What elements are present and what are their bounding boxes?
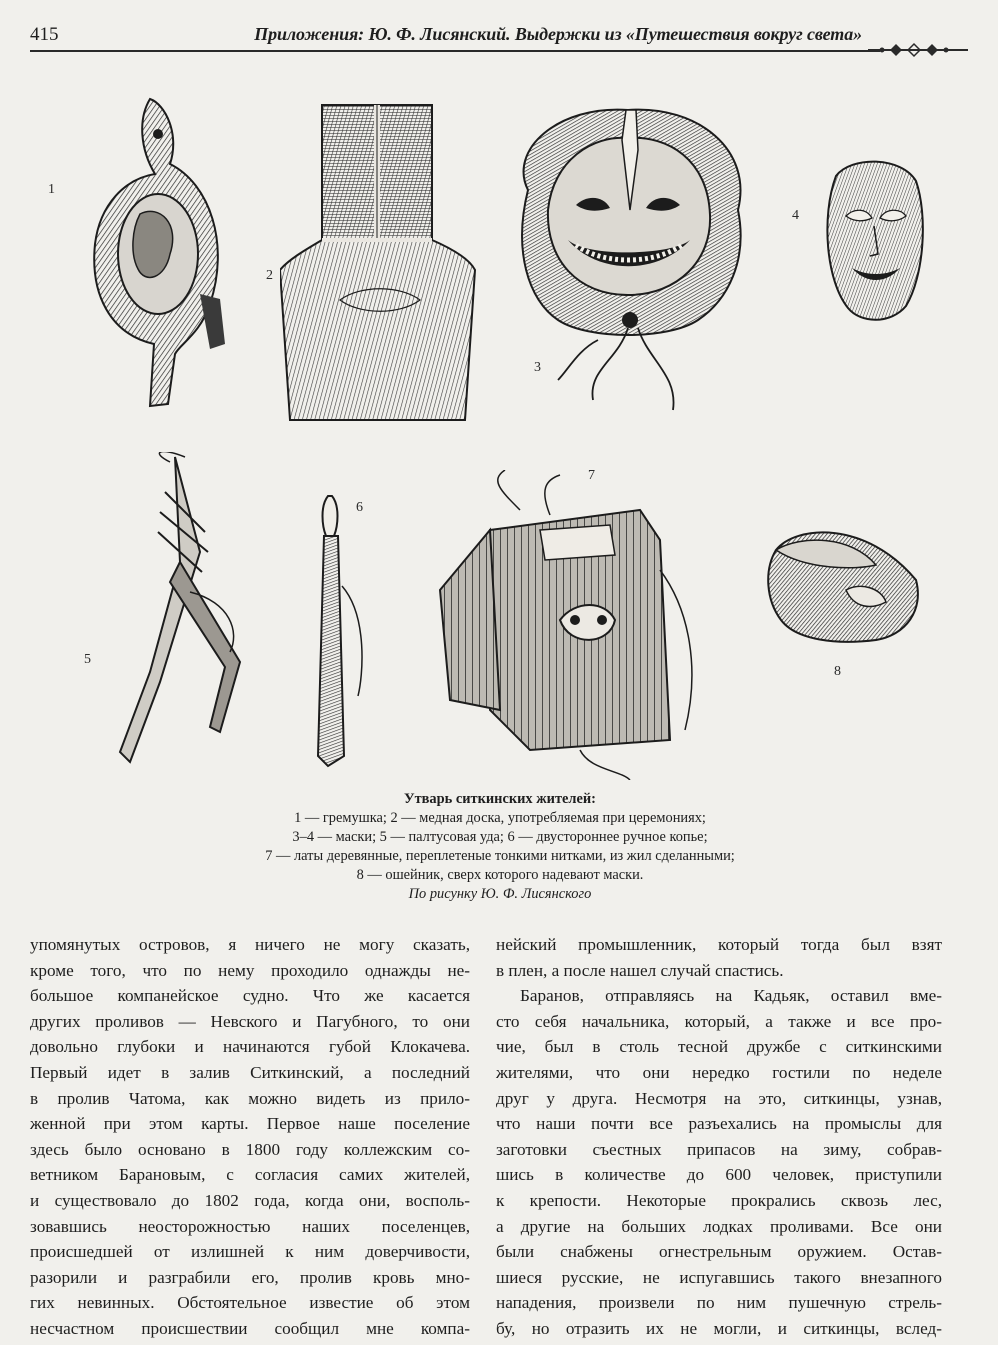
figure-number-7: 7 [588, 468, 595, 483]
copper-plate-drawing-icon [280, 100, 480, 430]
figure-spear [288, 486, 398, 776]
figure-armor [430, 470, 720, 780]
text-line: ветником Барановым, с согласия самих жителей, [30, 1165, 470, 1185]
text-line: гих невинных. Обстоятельное известие об этом [30, 1293, 470, 1313]
figure-mask-large [498, 100, 758, 420]
text-line: друг у друга. Несмотря на это, ситкинцы, узнав, [496, 1088, 942, 1108]
caption-line-2: 3–4 — маски; 5 — палтусовая уда; 6 — двустороннее ручное копье; [292, 829, 708, 845]
text-line: происшедшей от излишней к ним доверчивости, [30, 1242, 470, 1262]
caption-line-4: 8 — ошейник, сверх которого надевают маски. [356, 867, 644, 883]
text-line: шиеся русские, не испугавшись такого внезапного [496, 1267, 942, 1287]
caption-line-1: 1 — гремушка; 2 — медная доска, употребляемая при церемониях; [294, 810, 706, 826]
text-line: несчастном происшествии сообщил мне компа- [30, 1318, 470, 1338]
text-line: разорили и разграбили его, пролив кровь мно- [30, 1267, 470, 1287]
text-line: и существовало до 1802 года, когда они, восполь- [30, 1190, 470, 1210]
text-line: чие, был в столь тесной дружбе с ситкинскими [496, 1037, 942, 1057]
figure-caption [60, 790, 940, 904]
figure-number-8: 8 [834, 664, 841, 679]
text-line: женной при этом карты. Первое наше поселение [30, 1114, 470, 1134]
figure-halibut-hook [84, 452, 260, 772]
figure-number-3: 3 [534, 360, 541, 375]
figure-number-6: 6 [356, 500, 363, 515]
text-line-paragraph-start: Баранов, отправляясь на Кадьяк, оставил вме- [520, 986, 942, 1006]
armor-drawing-icon [430, 470, 720, 780]
figure-collar [756, 520, 926, 679]
text-line-paragraph-end: в плен, а после нашел случай спастись. [496, 960, 784, 980]
text-line: жителями, что они нередко гостили по неделе [496, 1062, 942, 1082]
page-number: 415 [30, 24, 59, 45]
figure-number-4: 4 [792, 208, 799, 223]
running-head: Приложения: Ю. Ф. Лисянский. Выдержки из «Путешествия вокруг света» [254, 24, 862, 44]
caption-credit: По рисунку Ю. Ф. Лисянского [408, 886, 592, 902]
figure-number-1: 1 [48, 182, 55, 197]
collar-drawing-icon [756, 520, 926, 660]
text-line: что наши почти все разъехались на промыслы для [496, 1114, 942, 1134]
text-line: нападения, произвели по ним пушечную стрель- [496, 1293, 942, 1313]
mask-small-drawing-icon [816, 156, 926, 326]
caption-title: Утварь ситкинских жителей: [404, 791, 596, 807]
text-line: упомянутых островов, я ничего не могу сказать, [30, 935, 470, 954]
text-line: кроме того, что по нему проходило однажды не- [30, 960, 470, 980]
text-line: большое компанейское судно. Что же касается [30, 986, 470, 1006]
illustration-plate [30, 80, 970, 792]
text-line: были снабжены огнестрельным оружием. Остав- [496, 1242, 942, 1262]
header-ornament-icon [868, 40, 968, 60]
text-line: других проливов — Невского и Пагубного, то они [30, 1011, 470, 1031]
text-line: заготовки съестных припасов на зиму, собрав- [496, 1139, 942, 1159]
text-line: шись в количестве до 600 человек, приступили [496, 1165, 942, 1185]
text-line: Первый идет в залив Ситкинский, а последний [30, 1062, 470, 1082]
text-line: а другие на больших лодках проливами. Все они [496, 1216, 942, 1236]
page-header [30, 22, 970, 54]
figure-rattle [48, 94, 260, 414]
text-line: нейский промышленник, который тогда был взят [496, 935, 942, 954]
text-line: бу, но отразить их не могли, и ситкинцы, вслед- [496, 1318, 942, 1338]
rattle-drawing-icon [70, 94, 260, 414]
spear-drawing-icon [288, 486, 398, 776]
text-line: зовавшись неосторожностью наших поселенцев, [30, 1216, 470, 1236]
text-line: в пролив Чатома, как можно видеть из прило- [30, 1088, 470, 1108]
figure-mask-small [792, 156, 926, 326]
body-column-right [496, 932, 942, 1342]
figure-number-5: 5 [84, 652, 91, 667]
text-line: сто себя начальника, который, а также и все про- [496, 1011, 942, 1031]
header-rule [30, 50, 880, 52]
figure-number-2: 2 [266, 268, 273, 283]
text-line: здесь было основано в 1800 году коллежским со- [30, 1139, 470, 1159]
text-line: к крепости. Некоторые прокрались сквозь лес, [496, 1190, 942, 1210]
caption-line-3: 7 — латы деревянные, переплетеные тонкими нитками, из жил сделанными; [265, 848, 735, 864]
figure-copper-plate [266, 100, 480, 430]
halibut-hook-drawing-icon [90, 452, 260, 772]
body-column-left [30, 932, 470, 1342]
text-line: довольно глубоки и начинаются губой Клокачева. [30, 1037, 470, 1057]
